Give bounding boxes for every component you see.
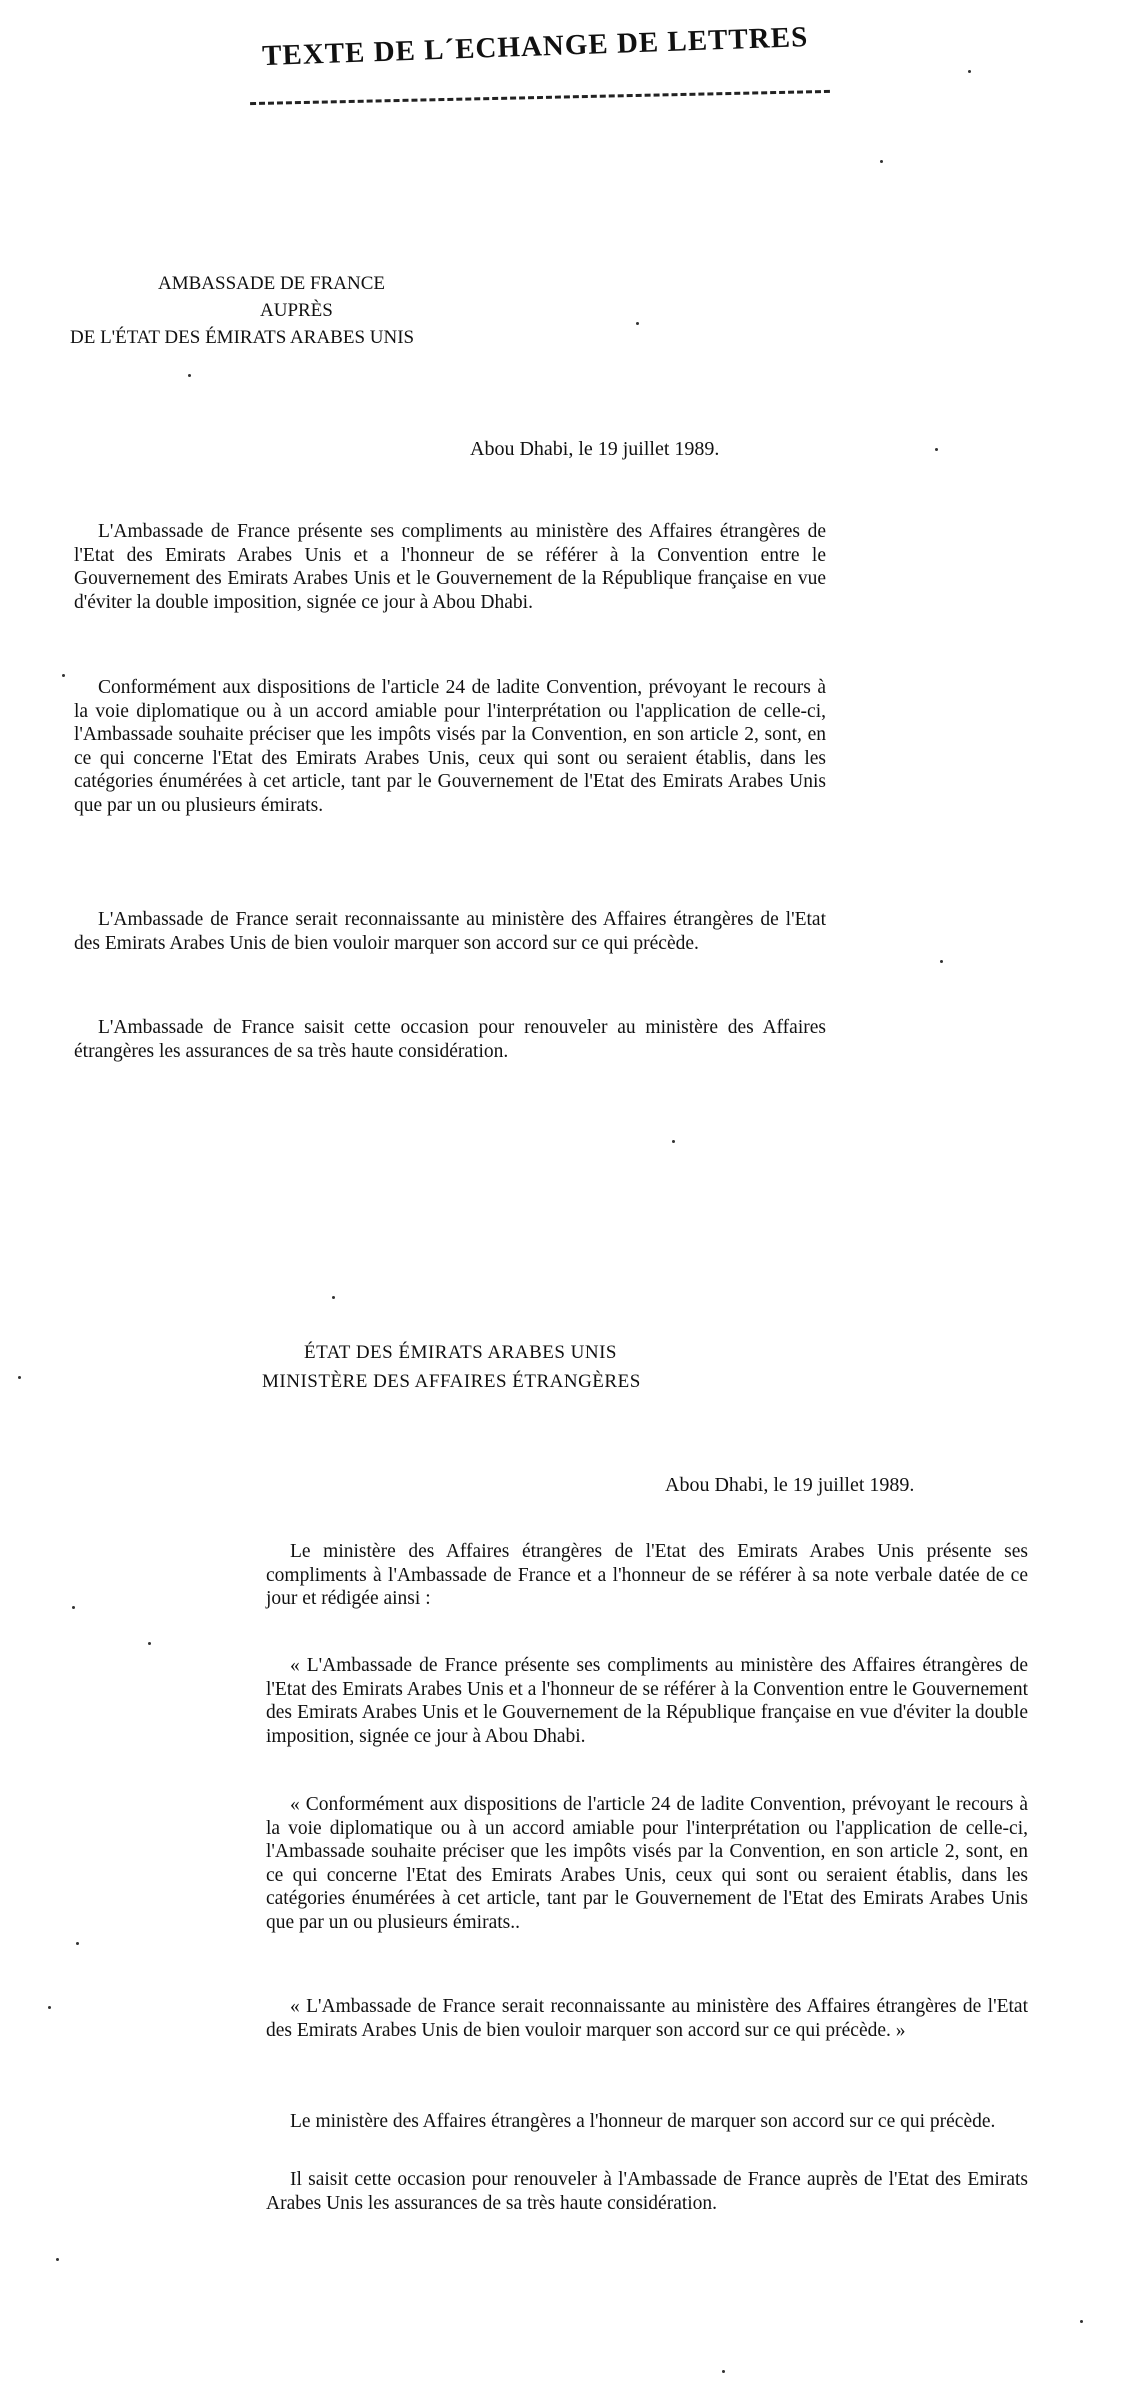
letter1-date: Abou Dhabi, le 19 juillet 1989. bbox=[470, 438, 720, 460]
document-title: TEXTE DE L´ECHANGE DE LETTRES bbox=[261, 21, 809, 73]
scan-speck bbox=[880, 160, 883, 163]
scan-speck bbox=[48, 2006, 51, 2009]
scan-speck bbox=[18, 1376, 21, 1379]
scan-speck bbox=[148, 1642, 151, 1645]
scan-speck bbox=[722, 2370, 725, 2373]
scan-speck bbox=[56, 2258, 59, 2261]
letter2-header-line: MINISTÈRE DES AFFAIRES ÉTRANGÈRES bbox=[262, 1371, 641, 1392]
scan-speck bbox=[1080, 2320, 1083, 2323]
scan-speck bbox=[968, 70, 971, 73]
letter1-header bbox=[70, 270, 540, 351]
scan-speck bbox=[935, 448, 938, 451]
letter2-paragraph: « L'Ambassade de France présente ses compliments au ministère des Affaires étrangères de l'Etat des Emirats Arabes Unis et a l'honneur de se référer à la Convention entre le Gouvernement des Emirats Arabes Unis et le Gouvernement de la République française en vue d'éviter la double imposition, signée ce jour à Abou Dhabi. bbox=[266, 1655, 1028, 1747]
scan-speck bbox=[76, 1942, 79, 1945]
scan-speck bbox=[940, 960, 943, 963]
letter2-paragraph: Le ministère des Affaires étrangères a l'honneur de marquer son accord sur ce qui précède. bbox=[290, 2111, 996, 2132]
title-underline bbox=[250, 90, 830, 105]
scan-speck bbox=[332, 1296, 335, 1299]
letter1-header-line: DE L'ÉTAT DES ÉMIRATS ARABES UNIS bbox=[70, 327, 415, 348]
scan-speck bbox=[672, 1140, 675, 1143]
scan-speck bbox=[72, 1606, 75, 1609]
letter1-header-line: AUPRÈS bbox=[260, 300, 333, 321]
letter2-paragraph: Le ministère des Affaires étrangères de l'Etat des Emirats Arabes Unis présente ses compliments à l'Ambassade de France et a l'honneur de se référer à sa note verbale datée de ce jour et rédigée ainsi : bbox=[266, 1541, 1028, 1609]
scan-speck bbox=[62, 674, 65, 677]
letter2-date: Abou Dhabi, le 19 juillet 1989. bbox=[665, 1474, 915, 1496]
letter2-paragraph: « L'Ambassade de France serait reconnaissante au ministère des Affaires étrangères de l'Etat des Emirats Arabes Unis de bien vouloir marquer son accord sur ce qui précède. » bbox=[266, 1996, 1028, 2041]
letter1-paragraph: L'Ambassade de France serait reconnaissante au ministère des Affaires étrangères de l'Etat des Emirats Arabes Unis de bien vouloir marquer son accord sur ce qui précède. bbox=[74, 909, 826, 954]
letter2-paragraph: « Conformément aux dispositions de l'article 24 de ladite Convention, prévoyant le recours à la voie diplomatique ou à un accord amiable pour l'interprétation ou l'application de celle-ci, l'Ambassade souhaite préciser que les impôts visés par la Convention, en son article 2, sont, en ce qui concerne l'Etat des Emirats Arabes Unis, ceux qui sont ou seraient établis, dans les catégories énumérées à cet article, tant par le Gouvernement de l'Etat des Emirats Arabes Unis que par un ou plusieurs émirats.. bbox=[266, 1794, 1028, 1933]
letter2-header-line: ÉTAT DES ÉMIRATS ARABES UNIS bbox=[304, 1342, 617, 1363]
letter1-paragraph: L'Ambassade de France saisit cette occasion pour renouveler au ministère des Affaires étrangères les assurances de sa très haute considération. bbox=[74, 1017, 826, 1062]
letter1-header-line: AMBASSADE DE FRANCE bbox=[158, 273, 385, 294]
scan-speck bbox=[636, 322, 639, 325]
letter1-paragraph: L'Ambassade de France présente ses compliments au ministère des Affaires étrangères de l'Etat des Emirats Arabes Unis et a l'honneur de se référer à la Convention entre le Gouvernement des Emirats Arabes Unis et le Gouvernement de la République française en vue d'éviter la double imposition, signée ce jour à Abou Dhabi. bbox=[74, 521, 826, 613]
letter2-header bbox=[262, 1338, 782, 1396]
letter1-paragraph: Conformément aux dispositions de l'article 24 de ladite Convention, prévoyant le recours à la voie diplomatique ou à un accord amiable pour l'interprétation ou l'application de celle-ci, l'Ambassade souhaite préciser que les impôts visés par la Convention, en son article 2, sont, en ce qui concerne l'Etat des Emirats Arabes Unis, ceux qui sont ou seraient établis, dans les catégories énumérées à cet article, tant par le Gouvernement de l'Etat des Emirats Arabes Unis que par un ou plusieurs émirats. bbox=[74, 677, 826, 816]
scan-speck bbox=[188, 374, 191, 377]
letter2-paragraph: Il saisit cette occasion pour renouveler à l'Ambassade de France auprès de l'Etat des Emirats Arabes Unis les assurances de sa très haute considération. bbox=[266, 2169, 1028, 2214]
